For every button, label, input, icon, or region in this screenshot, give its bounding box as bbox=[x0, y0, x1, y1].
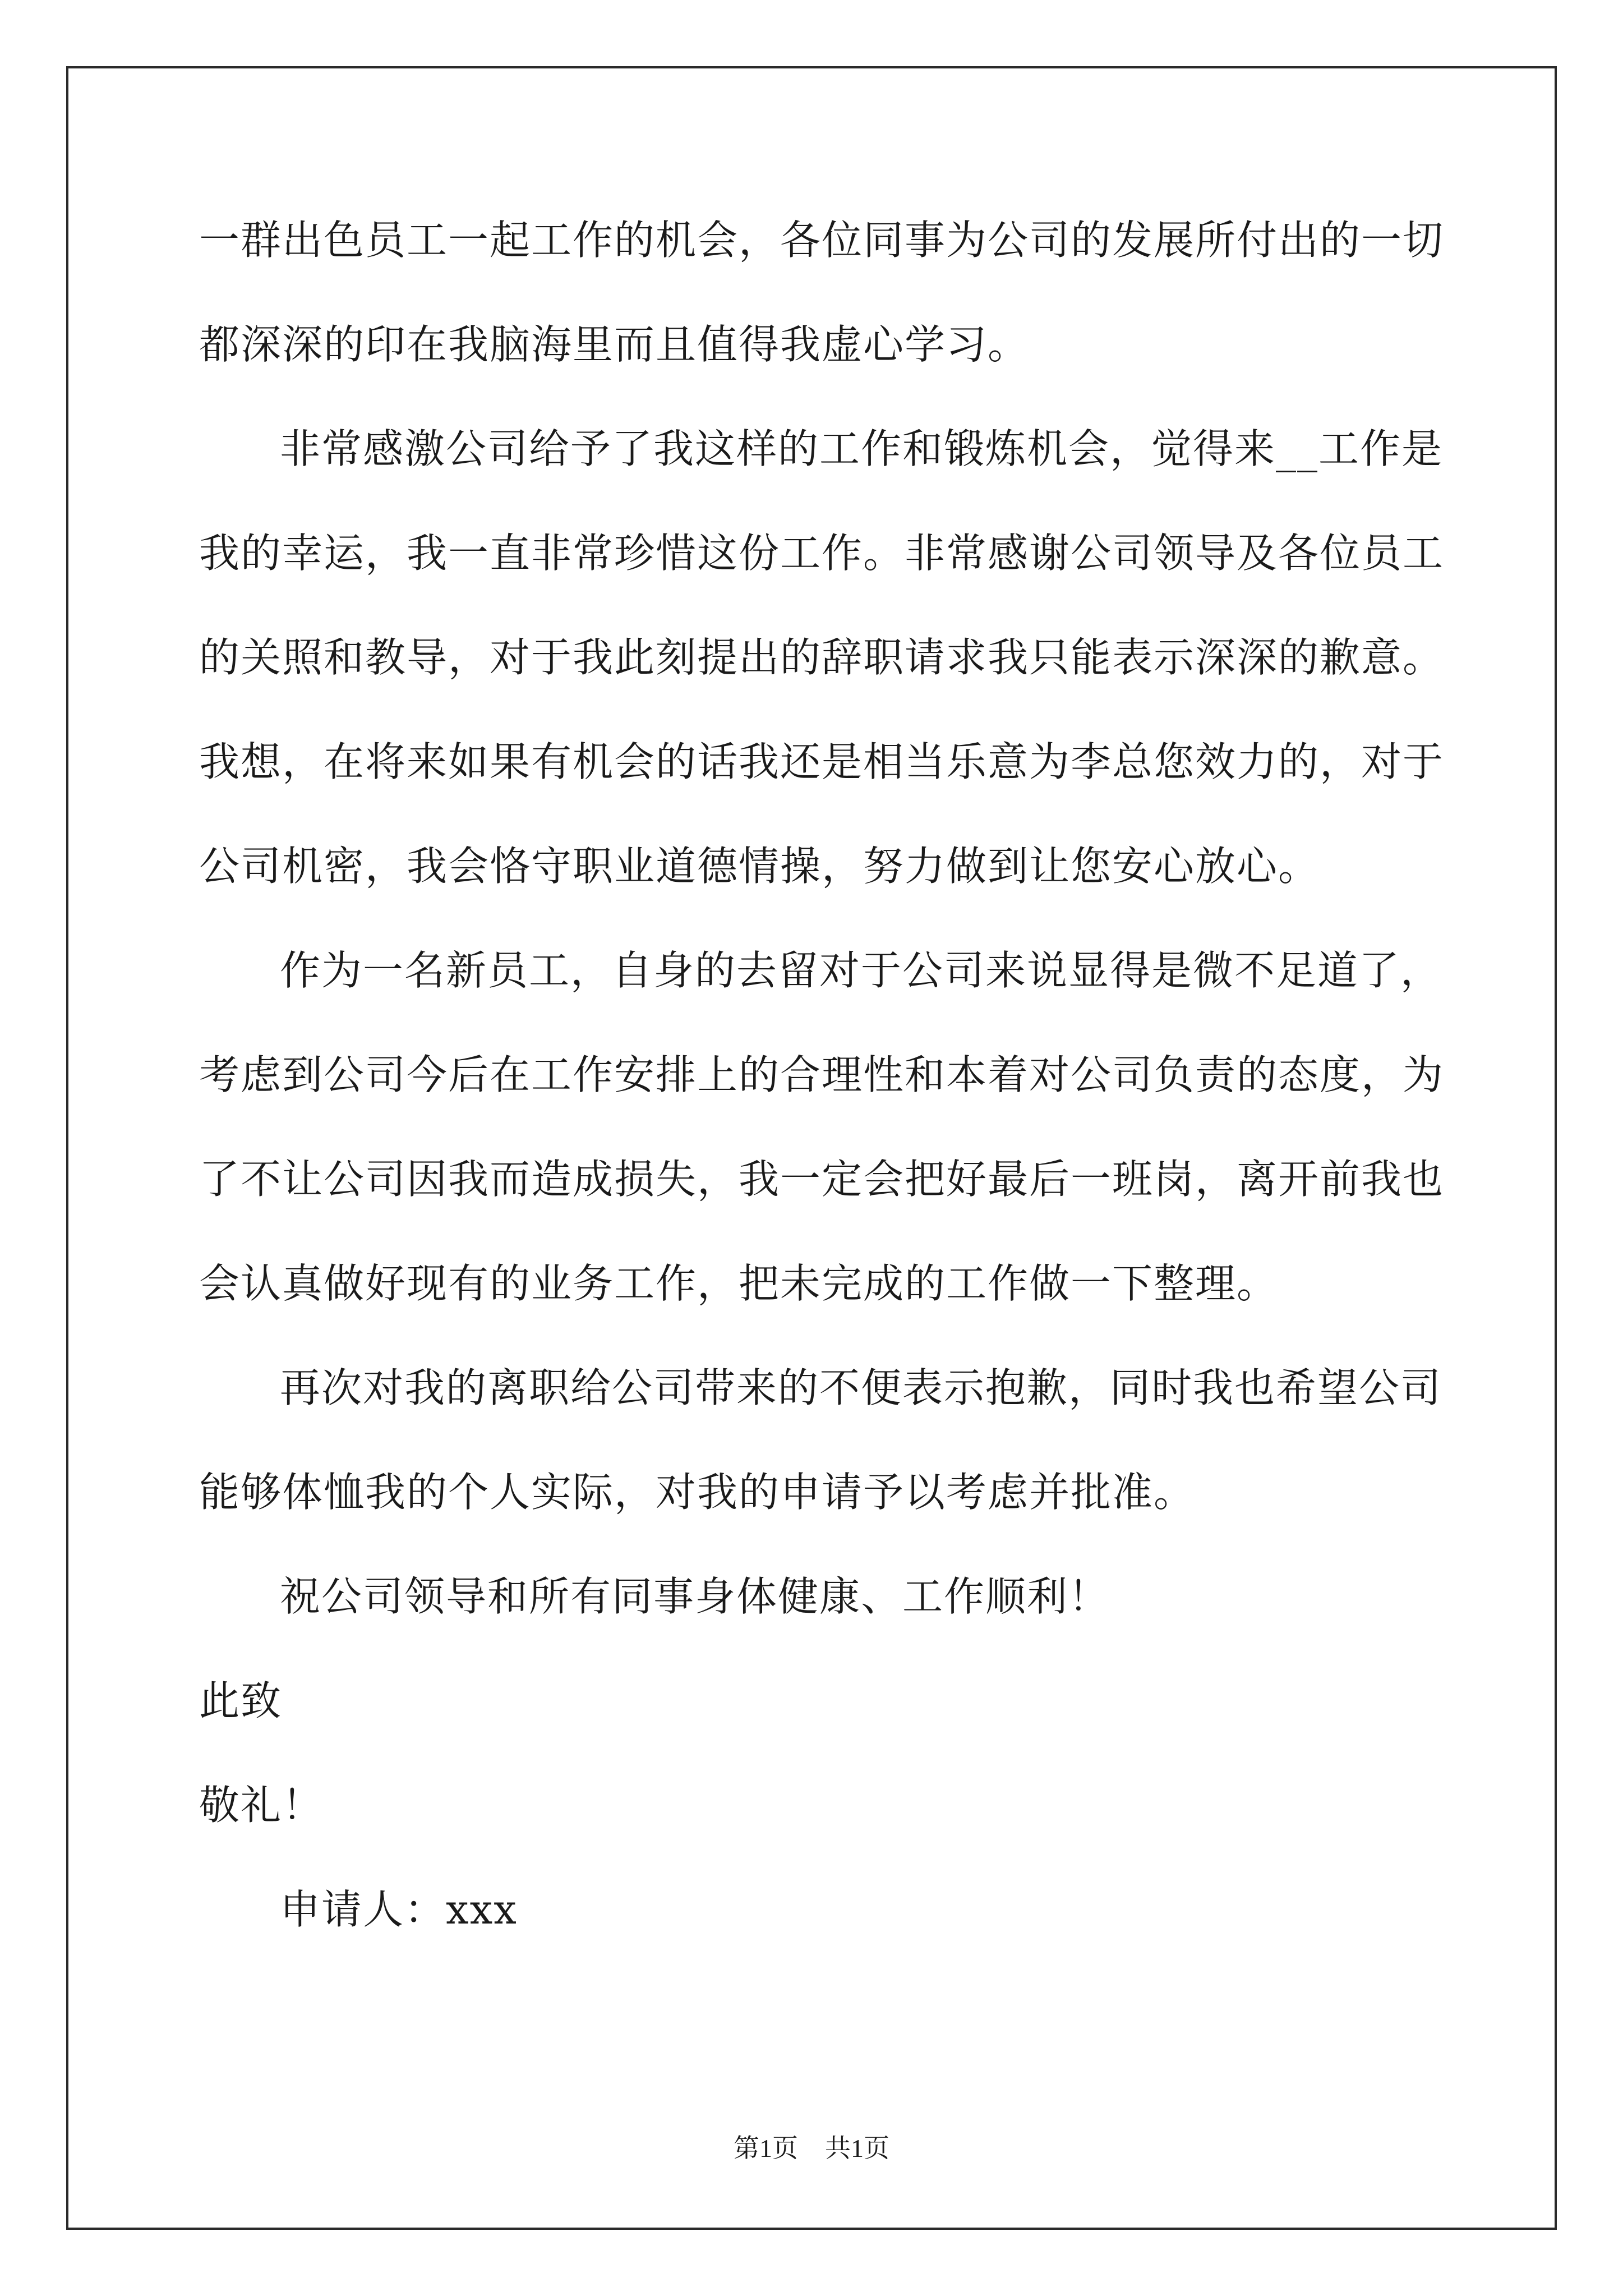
page-number-total: 共1页 bbox=[825, 2134, 889, 2162]
text-line-9: 考虑到公司今后在工作安排上的合理性和本着对公司负责的态度，为 bbox=[199, 1051, 1445, 1098]
text-line-3: 非常感激公司给予了我这样的工作和锻炼机会，觉得来__工作是 bbox=[280, 425, 1444, 472]
text-line-8: 作为一名新员工，自身的去留对于公司来说显得是微不足道了， bbox=[280, 947, 1442, 994]
applicant-signature: 申请人：xxx bbox=[280, 1886, 518, 1933]
text-line-10: 了不让公司因我而造成损失，我一定会把好最后一班岗，离开前我也 bbox=[199, 1156, 1445, 1203]
salutation-cizhi: 此致 bbox=[199, 1677, 283, 1724]
text-line-5: 的关照和教导，对于我此刻提出的辞职请求我只能表示深深的歉意。 bbox=[199, 634, 1445, 681]
text-line-13: 能够体恤我的个人实际，对我的申请予以考虑并批准。 bbox=[199, 1469, 1196, 1516]
text-line-2: 都深深的印在我脑海里而且值得我虚心学习。 bbox=[199, 321, 1030, 368]
closing-wish: 祝公司领导和所有同事身体健康、工作顺利！ bbox=[280, 1573, 1110, 1620]
text-line-6: 我想，在将来如果有机会的话我还是相当乐意为李总您效力的，对于 bbox=[199, 738, 1445, 785]
page-footer bbox=[0, 2132, 1623, 2165]
text-line-4: 我的幸运，我一直非常珍惜这份工作。非常感谢公司领导及各位员工 bbox=[199, 530, 1445, 577]
salutation-jingli: 敬礼！ bbox=[199, 1782, 324, 1829]
text-line-7: 公司机密，我会恪守职业道德情操，努力做到让您安心放心。 bbox=[199, 843, 1320, 890]
text-line-12: 再次对我的离职给公司带来的不便表示抱歉，同时我也希望公司 bbox=[280, 1364, 1442, 1411]
text-line-11: 会认真做好现有的业务工作，把未完成的工作做一下整理。 bbox=[199, 1260, 1279, 1307]
text-line-1: 一群出色员工一起工作的机会，各位同事为公司的发展所付出的一切 bbox=[199, 217, 1445, 264]
page-number-current: 第1页 bbox=[734, 2134, 798, 2162]
